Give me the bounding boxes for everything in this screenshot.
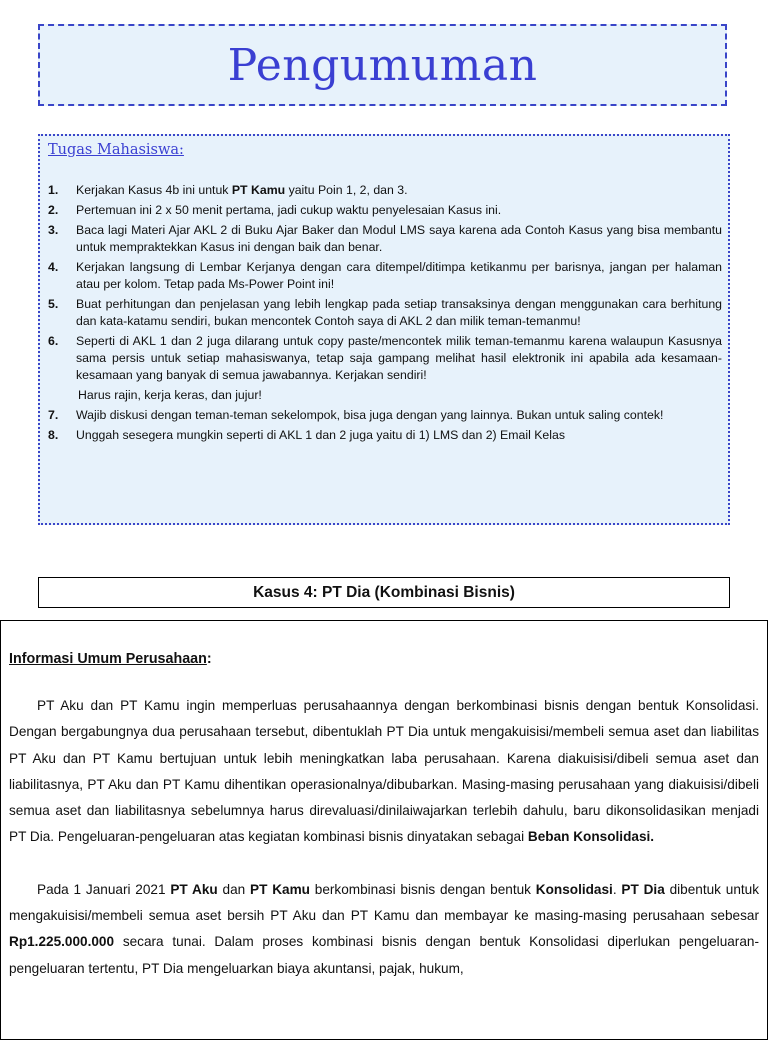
- paragraph-bold: Beban Konsolidasi.: [527, 829, 655, 845]
- task-panel: [38, 134, 730, 525]
- list-text: Buat perhitungan dan penjelasan yang lebih lengkap pada setiap transaksinya dengan menggunakan cara berhitung dan kata-katamu sendiri, bukan mencontek Contoh saya di AKL 2 dan milik teman-temanmu!: [76, 297, 722, 328]
- task-list: [48, 182, 722, 444]
- paragraph-bold: PT Aku: [170, 881, 218, 897]
- page-title: Pengumuman: [227, 39, 538, 91]
- task-heading: Tugas Mahasiswa:: [48, 142, 184, 158]
- list-item: [48, 333, 722, 384]
- paragraph-bold: PT Dia: [621, 881, 665, 897]
- list-text: Unggah sesegera mungkin seperti di AKL 1 dan 2 juga yaitu di 1) LMS dan 2) Email Kelas: [76, 428, 565, 442]
- list-item: [48, 259, 722, 293]
- paragraph-bold: PT Kamu: [250, 881, 310, 897]
- paragraph-text: berkombinasi bisnis dengan bentuk: [309, 881, 536, 897]
- list-text: Seperti di AKL 1 dan 2 juga dilarang untuk copy paste/mencontek milik teman-temanmu karena walaupun Kasusnya sama persis untuk setiap mahasiswanya, tetap saja gampang melihat hasil elektronik ini apabila ada kesamaan- kesamaan yang banyak di semua jawabannya. Kerjakan sendiri!: [76, 334, 722, 382]
- list-number: 2.: [48, 203, 59, 217]
- list-item: [48, 222, 722, 256]
- paragraph: [9, 877, 759, 982]
- list-text: Pertemuan ini 2 x 50 menit pertama, jadi cukup waktu penyelesaian Kasus ini.: [76, 203, 502, 217]
- list-number: 3.: [48, 223, 59, 237]
- list-text: yaitu Poin 1, 2, dan 3.: [285, 183, 408, 197]
- section-heading-text: Informasi Umum Perusahaan: [9, 651, 207, 667]
- list-number: 5.: [48, 297, 59, 311]
- list-number: 1.: [48, 183, 59, 197]
- list-item: [48, 387, 722, 404]
- paragraph-text: dan: [217, 881, 251, 897]
- list-item: [48, 407, 722, 424]
- list-item: [48, 296, 722, 330]
- announcement-banner: [38, 24, 727, 106]
- list-item: [48, 202, 722, 219]
- list-item: [48, 182, 722, 199]
- list-number: 8.: [48, 428, 59, 442]
- list-number: 7.: [48, 408, 59, 422]
- list-text: Harus rajin, kerja keras, dan jujur!: [78, 388, 262, 402]
- list-text: Kerjakan Kasus 4b ini untuk: [76, 183, 232, 197]
- list-text: Baca lagi Materi Ajar AKL 2 di Buku Ajar Baker dan Modul LMS saya karena ada Contoh Kasus yang bisa membantu untuk mempraktekkan Kasus ini dengan baik dan benar.: [76, 223, 722, 254]
- paragraph-bold: Konsolidasi: [535, 881, 613, 897]
- paragraph-text: secara tunai. Dalam proses kombinasi bisnis dengan bentuk Konsolidasi diperlukan pengeluaran-pengeluaran tertentu, PT Dia mengeluarkan biaya akuntansi, pajak, hukum,: [9, 934, 759, 976]
- paragraph-text: dibentuk untuk mengakuisisi/membeli semua aset bersih PT Aku dan PT Kamu dan membayar ke masing-masing perusahaan sebesar: [9, 881, 760, 924]
- paragraph-text: PT Aku dan PT Kamu ingin memperluas perusahaannya dengan berkombinasi bisnis dengan bentuk Konsolidasi. Dengan bergabungnya dua perusahaan tersebut, dibentuklah PT Dia untuk mengakuisisi/membeli semua aset dan liabilitas PT Aku dan PT Kamu bertujuan untuk lebih meningkatkan laba perusahaan. Karena diakuisisi/dibeli semua aset dan liabilitasnya, PT Aku dan PT Kamu dihentikan operasionalnya/dibubarkan. Masing-masing perusahaan yang diakuisisi/dibeli semua aset dan liabilitasnya sebelumnya harus direvaluasi/dinilaiwajarkan terlebih dahulu, baru dikonsolidasikan menjadi PT Dia. Pengeluaran-pengeluaran atas kegiatan kombinasi bisnis dinyatakan sebagai: [9, 698, 759, 845]
- paragraph-bold: Rp1.225.000.000: [9, 934, 115, 950]
- list-number: 6.: [48, 334, 59, 348]
- list-number: 4.: [48, 260, 59, 274]
- list-item: [48, 427, 722, 444]
- paragraph-text: Pada 1 Januari 2021: [37, 881, 171, 897]
- paragraph: [9, 693, 759, 851]
- list-text-bold: PT Kamu: [231, 183, 286, 197]
- section-heading: [9, 651, 759, 667]
- section-heading-colon: :: [206, 651, 212, 667]
- paragraph-text: .: [612, 881, 622, 897]
- list-text: Kerjakan langsung di Lembar Kerjanya dengan cara ditempel/ditimpa ketikanmu per barisnya, jangan per halaman atau per kolom. Tetap pada Ms-Power Point ini!: [76, 260, 722, 291]
- company-info-section: [0, 620, 768, 1040]
- case-title: Kasus 4: PT Dia (Kombinasi Bisnis): [38, 577, 730, 608]
- list-text: Wajib diskusi dengan teman-teman sekelompok, bisa juga dengan yang lainnya. Bukan untuk saling contek!: [76, 408, 664, 422]
